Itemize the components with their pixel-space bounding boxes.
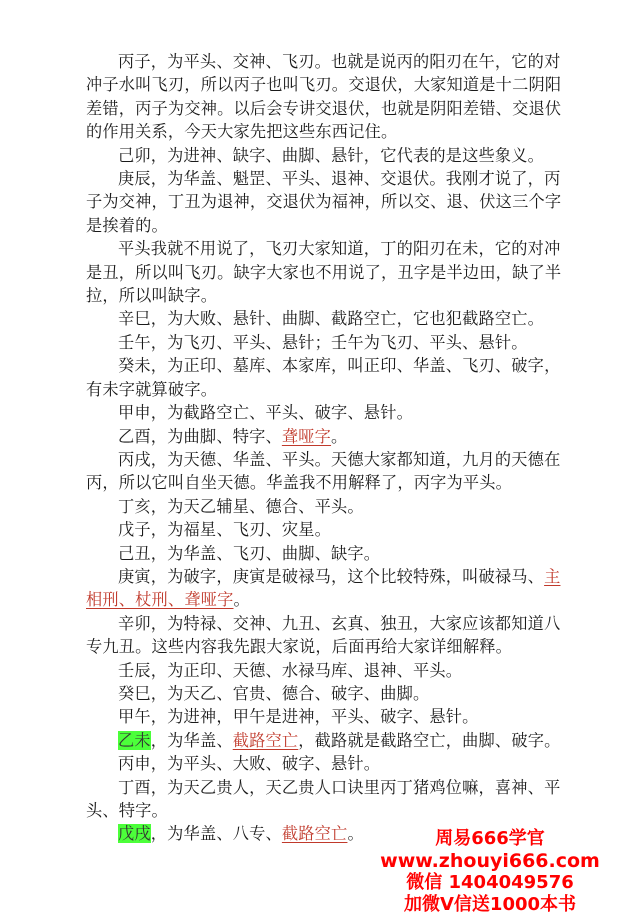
paragraph-text: 壬午，为飞刃、平头、悬针；壬午为飞刃、平头、悬针。 <box>118 332 528 352</box>
green-highlighted-text: 乙未 <box>118 730 151 750</box>
paragraph-text: 癸巳，为天乙、官贵、德合、破字、曲脚。 <box>118 683 430 703</box>
paragraph-text: 庚寅，为破字，庚寅是破禄马，这个比较特殊，叫破禄马、 <box>118 566 545 586</box>
paragraph-text: ，截路就是截路空亡，曲脚、破字。 <box>298 730 561 750</box>
paragraph <box>86 729 564 752</box>
paragraph <box>86 565 564 612</box>
paragraph-text: 。 <box>331 426 348 446</box>
paragraph-text: 丙申，为平头、大败、破字、悬针。 <box>118 754 381 774</box>
paragraph-text: 己卯，为进神、缺字、曲脚、悬针，它代表的是这些象义。 <box>118 145 545 165</box>
paragraph <box>86 542 564 565</box>
document-body <box>86 50 564 846</box>
paragraph <box>86 354 564 401</box>
paragraph <box>86 167 564 237</box>
paragraph-text: 庚辰，为华盖、魁罡、平头、退神、交退伏。我刚才说了，丙子为交神，丁丑为退神，交退伏为福神，所以交、退、伏这三个字是挨着的。 <box>86 169 562 235</box>
paragraph-text: 辛巳，为大败、悬针、曲脚、截路空亡，它也犯截路空亡。 <box>118 309 545 329</box>
paragraph-text: 丙戌，为天德、华盖、平头。天德大家都知道，九月的天德在丙，所以它叫自坐天德。华盖我不用解释了，丙字为平头。 <box>86 449 561 493</box>
paragraph-text: 丁亥，为天乙辅星、德合、平头。 <box>118 496 364 516</box>
paragraph <box>86 495 564 518</box>
paragraph-text: 乙酉，为曲脚、特字、 <box>118 426 282 446</box>
paragraph <box>86 307 564 330</box>
paragraph-text: 丁酉，为天乙贵人，天乙贵人口诀里丙丁猪鸡位嘛，喜神、平头、特字。 <box>86 777 561 820</box>
paragraph-text: 戊子，为福星、飞刃、灾星。 <box>118 520 332 540</box>
paragraph <box>86 331 564 354</box>
paragraph <box>86 612 564 659</box>
paragraph <box>86 752 564 775</box>
paragraph-text: 丙子，为平头、交神、飞刃。也就是说丙的阳刃在午，它的对冲子水叫飞刃，所以丙子也叫飞刃。交退伏，大家知道是十二阴阳差错，丙子为交神。以后会专讲交退伏，也就是阴阳差错、交退伏的作用关系，今天大家先把这些东西记住。 <box>86 52 562 142</box>
paragraph <box>86 659 564 682</box>
paragraph-text: 。 <box>347 824 364 844</box>
paragraph-text: 。 <box>233 590 250 610</box>
green-highlighted-text: 戊戌 <box>118 824 151 844</box>
paragraph-text: 癸未，为正印、墓库、本家库，叫正印、华盖、飞刃、破字，有未字就算破字。 <box>86 356 561 399</box>
paragraph <box>86 518 564 541</box>
paragraph <box>86 425 564 448</box>
red-underlined-text: 截路空亡 <box>281 824 348 844</box>
watermark-title: 周易666学官 <box>435 828 545 849</box>
paragraph <box>86 144 564 167</box>
paragraph <box>86 50 564 144</box>
paragraph <box>86 237 564 307</box>
paragraph-text: 辛卯，为特禄、交神、九丑、玄真、独丑，大家应该都知道八专九丑。这些内容我先跟大家说，后面再给大家详细解释。 <box>86 613 561 657</box>
paragraph-text: ，为华盖、 <box>150 730 233 750</box>
paragraph-text: 甲申，为截路空亡、平头、破字、悬针。 <box>118 403 413 423</box>
red-underlined-text: 主相刑、杖刑、聋哑字 <box>86 566 561 610</box>
red-underlined-text: 聋哑字 <box>281 426 332 446</box>
paragraph <box>86 682 564 705</box>
paragraph <box>86 776 564 823</box>
watermark <box>360 828 620 916</box>
watermark-promo: 加微V信送1000本书 <box>403 894 577 915</box>
paragraph-text: 己丑，为华盖、飞刃、曲脚、缺字。 <box>118 543 381 563</box>
watermark-wechat: 微信 1404049576 <box>406 872 574 893</box>
paragraph-text: 甲午，为进神，甲午是进神，平头、破字、悬针。 <box>118 707 479 727</box>
paragraph <box>86 448 564 495</box>
paragraph-text: 壬辰，为正印、天德、水禄马库、退神、平头。 <box>118 660 463 680</box>
paragraph <box>86 401 564 424</box>
paragraph-text: 平头我就不用说了，飞刃大家知道，丁的阳刃在未，它的对冲是丑，所以叫飞刃。缺字大家也不用说了，丑字是半边田，缺了半拉，所以叫缺字。 <box>86 239 562 306</box>
paragraph-text: ，为华盖、八专、 <box>150 824 282 844</box>
red-underlined-text: 截路空亡 <box>232 730 299 750</box>
watermark-url: www.zhouyi666.com <box>380 850 600 872</box>
paragraph <box>86 705 564 728</box>
